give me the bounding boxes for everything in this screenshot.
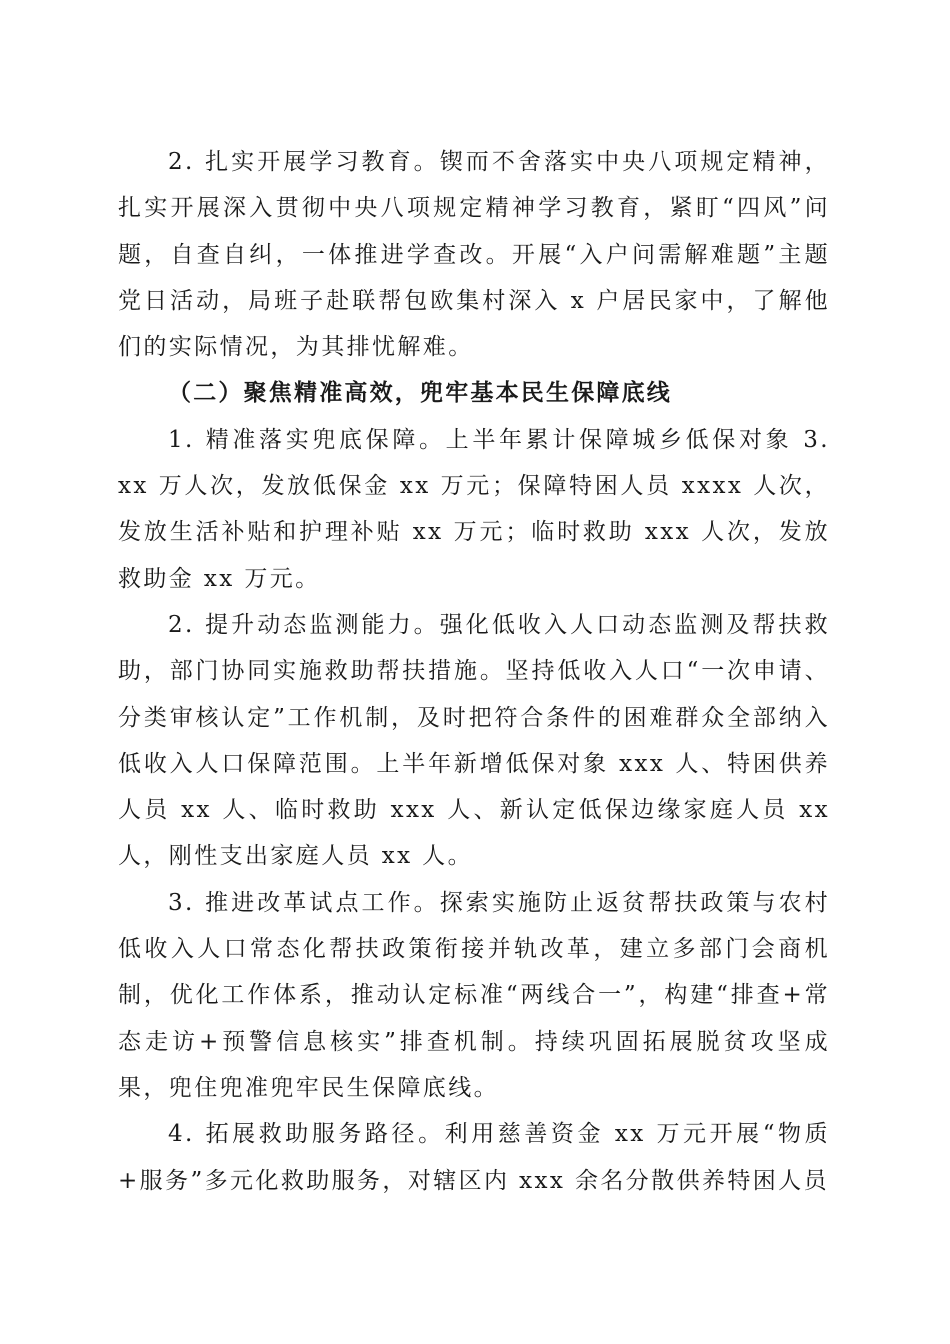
- document-body: [118, 139, 830, 1204]
- paragraph-relief-services: 4. 拓展救助服务路径。利用慈善资金 xx 万元开展“物质+服务”多元化救助服务，对辖区内 xxx 余名分散供养特困人员: [118, 1121, 830, 1194]
- paragraph-dynamic-monitoring: 2. 提升动态监测能力。强化低收入人口动态监测及帮扶救助，部门协同实施救助帮扶措施。坚持低收入人口“一次申请、分类审核认定”工作机制，及时把符合条件的困难群众全部纳入低收入人口保障范围。上半年新增低保对象 xxx 人、特困供养人员 xx 人、临时救助 xxx 人、新认定低保边缘家庭人员 xx 人，刚性支出家庭人员 xx 人。: [118, 611, 830, 870]
- paragraph-study-education: 2. 扎实开展学习教育。锲而不舍落实中央八项规定精神，扎实开展深入贯彻中央八项规定精神学习教育，紧盯“四风”问题，自查自纠，一体推进学查改。开展“入户问需解难题”主题党日活动，局班子赴联帮包欧集村深入 x 户居民家中，了解他们的实际情况，为其排忧解难。: [118, 149, 830, 361]
- paragraph-reform-pilot: 3. 推进改革试点工作。探索实施防止返贫帮扶政策与农村低收入人口常态化帮扶政策衔接并轨改革，建立多部门会商机制，优化工作体系，推动认定标准“两线合一”，构建“排查+常态走访+预警信息核实”排查机制。持续巩固拓展脱贫攻坚成果，兜住兜准兜牢民生保障底线。: [118, 889, 830, 1101]
- paragraph-basic-guarantee: 1. 精准落实兜底保障。上半年累计保障城乡低保对象 3. xx 万人次，发放低保金 xx 万元；保障特困人员 xxxx 人次，发放生活补贴和护理补贴 xx 万元；临时救助 xxx 人次，发放救助金 xx 万元。: [118, 426, 830, 592]
- section-heading-2: （二）聚焦精准高效，兜牢基本民生保障底线: [168, 380, 672, 407]
